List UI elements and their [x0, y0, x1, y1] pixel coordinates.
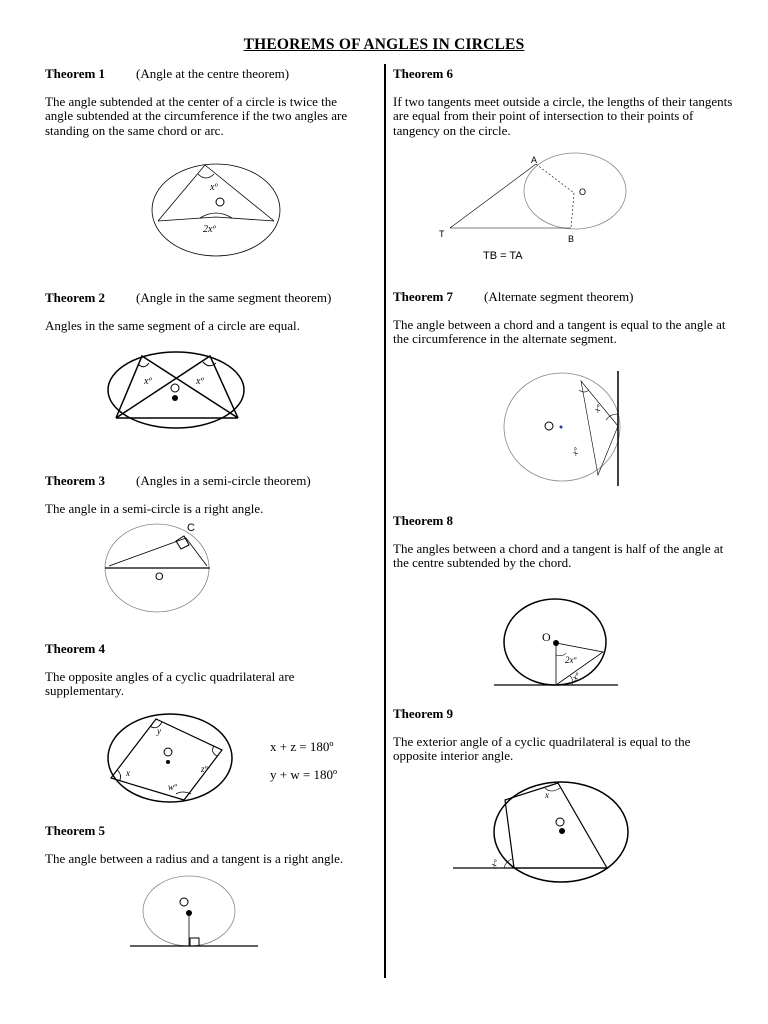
theorem-label: Theorem 8 — [393, 513, 454, 528]
theorem-2-diagram — [104, 350, 254, 430]
centre-dot — [172, 395, 178, 401]
theorem-1 — [45, 67, 365, 138]
angle-label: xº — [569, 445, 582, 458]
theorem-name: (Angles in a semi-circle theorem) — [136, 473, 311, 488]
theorem-5-diagram — [128, 874, 263, 954]
theorem-label: Theorem 6 — [393, 66, 454, 81]
theorem-label: Theorem 5 — [45, 823, 106, 838]
theorem-4 — [45, 642, 375, 699]
diagram-caption: TB = TA — [483, 250, 523, 262]
theorem-name: (Angle at the centre theorem) — [136, 66, 290, 81]
theorem-label: Theorem 7 — [393, 289, 454, 304]
theorem-label: Theorem 4 — [45, 641, 106, 656]
centre-point — [216, 198, 224, 206]
point-label: B — [568, 234, 575, 244]
point-label: C — [187, 522, 195, 534]
theorem-9 — [393, 707, 733, 764]
centre-dot — [560, 426, 563, 429]
angle-label: xº — [488, 857, 501, 870]
theorem-label: Theorem 1 — [45, 66, 106, 81]
theorem-3-diagram — [100, 520, 220, 615]
theorem-3 — [45, 474, 375, 516]
angle-label: x — [545, 790, 549, 800]
theorem-4-diagram — [104, 712, 244, 812]
centre-label: O — [155, 571, 164, 583]
column-divider — [384, 64, 386, 978]
theorem-7 — [393, 290, 733, 347]
theorem-name: (Angle in the same segment theorem) — [136, 290, 332, 305]
theorem-description: The exterior angle of a cyclic quadrilateral is equal to the opposite interior angle. — [393, 733, 691, 763]
angle-label: xº — [196, 376, 204, 387]
centre-point — [545, 422, 553, 430]
point-label: O — [579, 187, 587, 197]
theorem-5 — [45, 824, 365, 866]
theorem-label: Theorem 3 — [45, 473, 106, 488]
centre-dot — [186, 910, 192, 916]
angle-label: 2xº — [203, 224, 216, 235]
centre-dot — [553, 640, 559, 646]
angle-label: xº — [210, 182, 218, 193]
theorem-6 — [393, 67, 733, 138]
angle-label: xº — [591, 402, 604, 415]
point-label: A — [531, 155, 538, 165]
theorem-8 — [393, 514, 733, 571]
centre-point — [556, 818, 564, 826]
angle-label: 2xº — [565, 655, 577, 665]
theorem-name: (Alternate segment theorem) — [484, 289, 634, 304]
angle-label: wº — [168, 782, 177, 792]
centre-point — [171, 384, 179, 392]
equation: x + z = 180º — [270, 739, 334, 754]
centre-dot — [166, 760, 170, 764]
centre-label: O — [542, 630, 551, 644]
angle-label: x — [126, 768, 130, 778]
centre-dot — [559, 828, 565, 834]
theorem-label: Theorem 2 — [45, 290, 106, 305]
theorem-1-diagram — [150, 160, 290, 260]
theorem-description: Angles in the same segment of a circle are equal. — [45, 317, 300, 333]
theorem-9-diagram — [450, 780, 650, 890]
theorem-description: If two tangents meet outside a circle, the lengths of their tangents are equal from their point of intersection to their points of tangency on the circle. — [393, 93, 733, 138]
angle-label: xº — [144, 376, 152, 387]
theorem-8-diagram — [492, 597, 622, 692]
theorem-description: The angle between a radius and a tangent is a right angle. — [45, 850, 344, 866]
equation: y + w = 180º — [270, 767, 338, 782]
theorem-description: The opposite angles of a cyclic quadrilateral are supplementary. — [45, 668, 295, 698]
angle-label: zº — [201, 764, 208, 774]
angle-label: xº — [570, 670, 582, 683]
theorem-description: The angle subtended at the center of a circle is twice the angle subtended at the circumference if the two angles are standing on the same chord or arc. — [45, 93, 348, 138]
theorem-7-diagram — [498, 368, 628, 488]
theorem-description: The angles between a chord and a tangent is half of the angle at the centre subtended by the chord. — [393, 540, 724, 570]
page-title: THEOREMS OF ANGLES IN CIRCLES — [243, 36, 525, 53]
point-label: T — [439, 229, 445, 239]
theorem-label: Theorem 9 — [393, 706, 454, 721]
angle-label: y — [157, 726, 161, 736]
theorem-description: The angle between a chord and a tangent is equal to the angle at the circumference in the alternate segment. — [393, 316, 726, 346]
centre-point — [164, 748, 172, 756]
theorem-6-diagram — [436, 152, 636, 262]
centre-point — [180, 898, 188, 906]
theorem-2 — [45, 291, 375, 333]
theorem-description: The angle in a semi-circle is a right angle. — [45, 500, 264, 516]
